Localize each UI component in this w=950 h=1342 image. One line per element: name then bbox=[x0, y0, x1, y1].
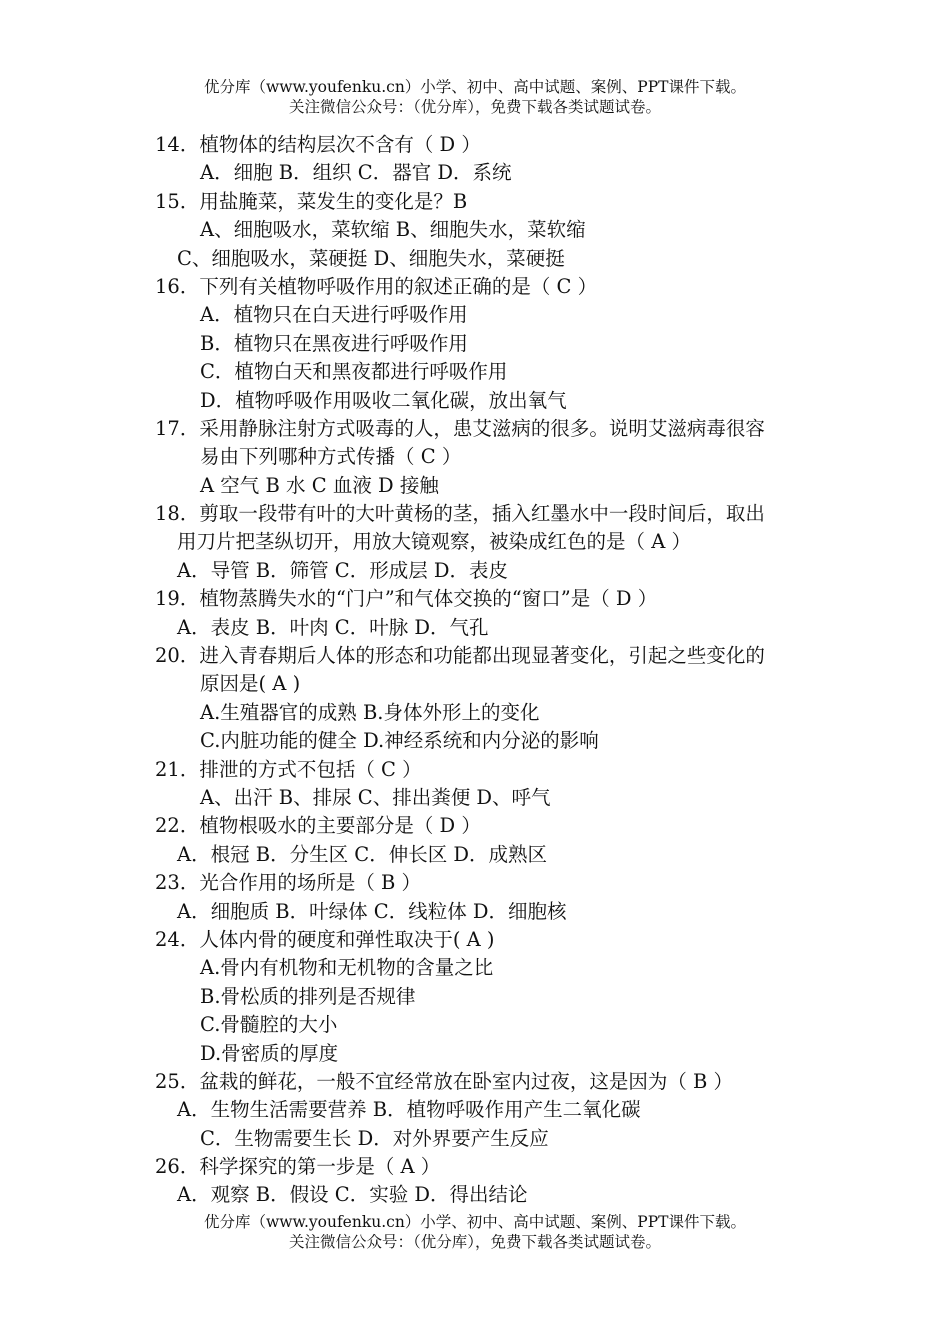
question-line: 21．排泄的方式不包括（ C ） bbox=[155, 757, 422, 781]
footer-line-2: 关注微信公众号：（优分库），免费下载各类试题试卷。 bbox=[288, 1233, 661, 1251]
option-line: C．生物需要生长 D．对外界要产生反应 bbox=[200, 1126, 549, 1150]
option-line: C．植物白天和黑夜都进行呼吸作用 bbox=[200, 360, 508, 384]
question-line: 20．进入青春期后人体的形态和功能都出现显著变化，引起之些变化的 bbox=[155, 644, 765, 668]
question-line: 24．人体内骨的硬度和弹性取决于( A ) bbox=[155, 927, 495, 951]
question-line: 18．剪取一段带有叶的大叶黄杨的茎，插入红墨水中一段时间后，取出 bbox=[155, 502, 765, 526]
footer-line-1: 优分库（www.youfenku.cn）小学、初中、高中试题、案例、PPT课件下载。 bbox=[203, 1213, 747, 1231]
option-line: D.骨密质的厚度 bbox=[200, 1041, 339, 1065]
question-line: 15．用盐腌菜，菜发生的变化是？B bbox=[155, 189, 468, 213]
option-line: A．根冠 B．分生区 C．伸长区 D．成熟区 bbox=[177, 842, 548, 866]
option-line: A．表皮 B．叶肉 C．叶脉 D．气孔 bbox=[177, 615, 489, 639]
option-line: A．细胞质 B．叶绿体 C．线粒体 D．细胞核 bbox=[177, 899, 567, 923]
option-line: A、出汗 B、排尿 C、排出粪便 D、呼气 bbox=[200, 785, 551, 809]
question-line: 26．科学探究的第一步是（ A ） bbox=[155, 1155, 441, 1179]
option-line: A．细胞 B．组织 C．器官 D．系统 bbox=[200, 161, 512, 185]
option-line: B．植物只在黑夜进行呼吸作用 bbox=[200, 331, 468, 355]
option-line: A.生殖器官的成熟 B.身体外形上的变化 bbox=[200, 700, 540, 724]
option-line: A．生物生活需要营养 B．植物呼吸作用产生二氧化碳 bbox=[177, 1098, 641, 1122]
option-line: C.骨髓腔的大小 bbox=[200, 1013, 338, 1037]
option-line: D．植物呼吸作用吸收二氧化碳，放出氧气 bbox=[200, 388, 567, 412]
question-line: 25．盆栽的鲜花，一般不宜经常放在卧室内过夜，这是因为（ B ） bbox=[155, 1069, 734, 1093]
question-line: 14．植物体的结构层次不含有（ D ） bbox=[155, 133, 481, 156]
option-line: A 空气 B 水 C 血液 D 接触 bbox=[200, 473, 439, 497]
option-line: A．导管 B．筛管 C．形成层 D．表皮 bbox=[177, 558, 509, 582]
option-line: A．植物只在白天进行呼吸作用 bbox=[200, 303, 468, 327]
option-line: A．观察 B．假设 C．实验 D．得出结论 bbox=[177, 1183, 528, 1207]
question-line: 23．光合作用的场所是（ B ） bbox=[155, 871, 422, 895]
header-line-1: 优分库（www.youfenku.cn）小学、初中、高中试题、案例、PPT课件下载。 bbox=[203, 78, 747, 96]
option-line: 用刀片把茎纵切开，用放大镜观察，被染成红色的是（ A ） bbox=[177, 530, 691, 554]
option-line: 易由下列哪种方式传播（ C ） bbox=[200, 445, 462, 469]
option-line: A、细胞吸水，菜软缩 B、细胞失水，菜软缩 bbox=[200, 218, 586, 242]
option-line: 原因是( A ) bbox=[200, 672, 301, 696]
option-line: B.骨松质的排列是否规律 bbox=[200, 984, 416, 1008]
question-line: 17．采用静脉注射方式吸毒的人，患艾滋病的很多。说明艾滋病毒很容 bbox=[155, 416, 765, 440]
question-line: 22．植物根吸水的主要部分是（ D ） bbox=[155, 814, 481, 838]
option-line: C.内脏功能的健全 D.神经系统和内分泌的影响 bbox=[200, 729, 599, 753]
header-line-2: 关注微信公众号：（优分库），免费下载各类试题试卷。 bbox=[288, 98, 661, 116]
page-footer bbox=[0, 1212, 950, 1252]
question-line: 19．植物蒸腾失水的“门户”和气体交换的“窗口”是（ D ） bbox=[155, 587, 658, 611]
page-header bbox=[0, 77, 950, 117]
question-list bbox=[0, 131, 950, 1210]
question-line: 16．下列有关植物呼吸作用的叙述正确的是（ C ） bbox=[155, 274, 598, 298]
option-line: A.骨内有机物和无机物的含量之比 bbox=[200, 956, 494, 980]
option-line: C、细胞吸水，菜硬挺 D、细胞失水，菜硬挺 bbox=[177, 246, 565, 270]
